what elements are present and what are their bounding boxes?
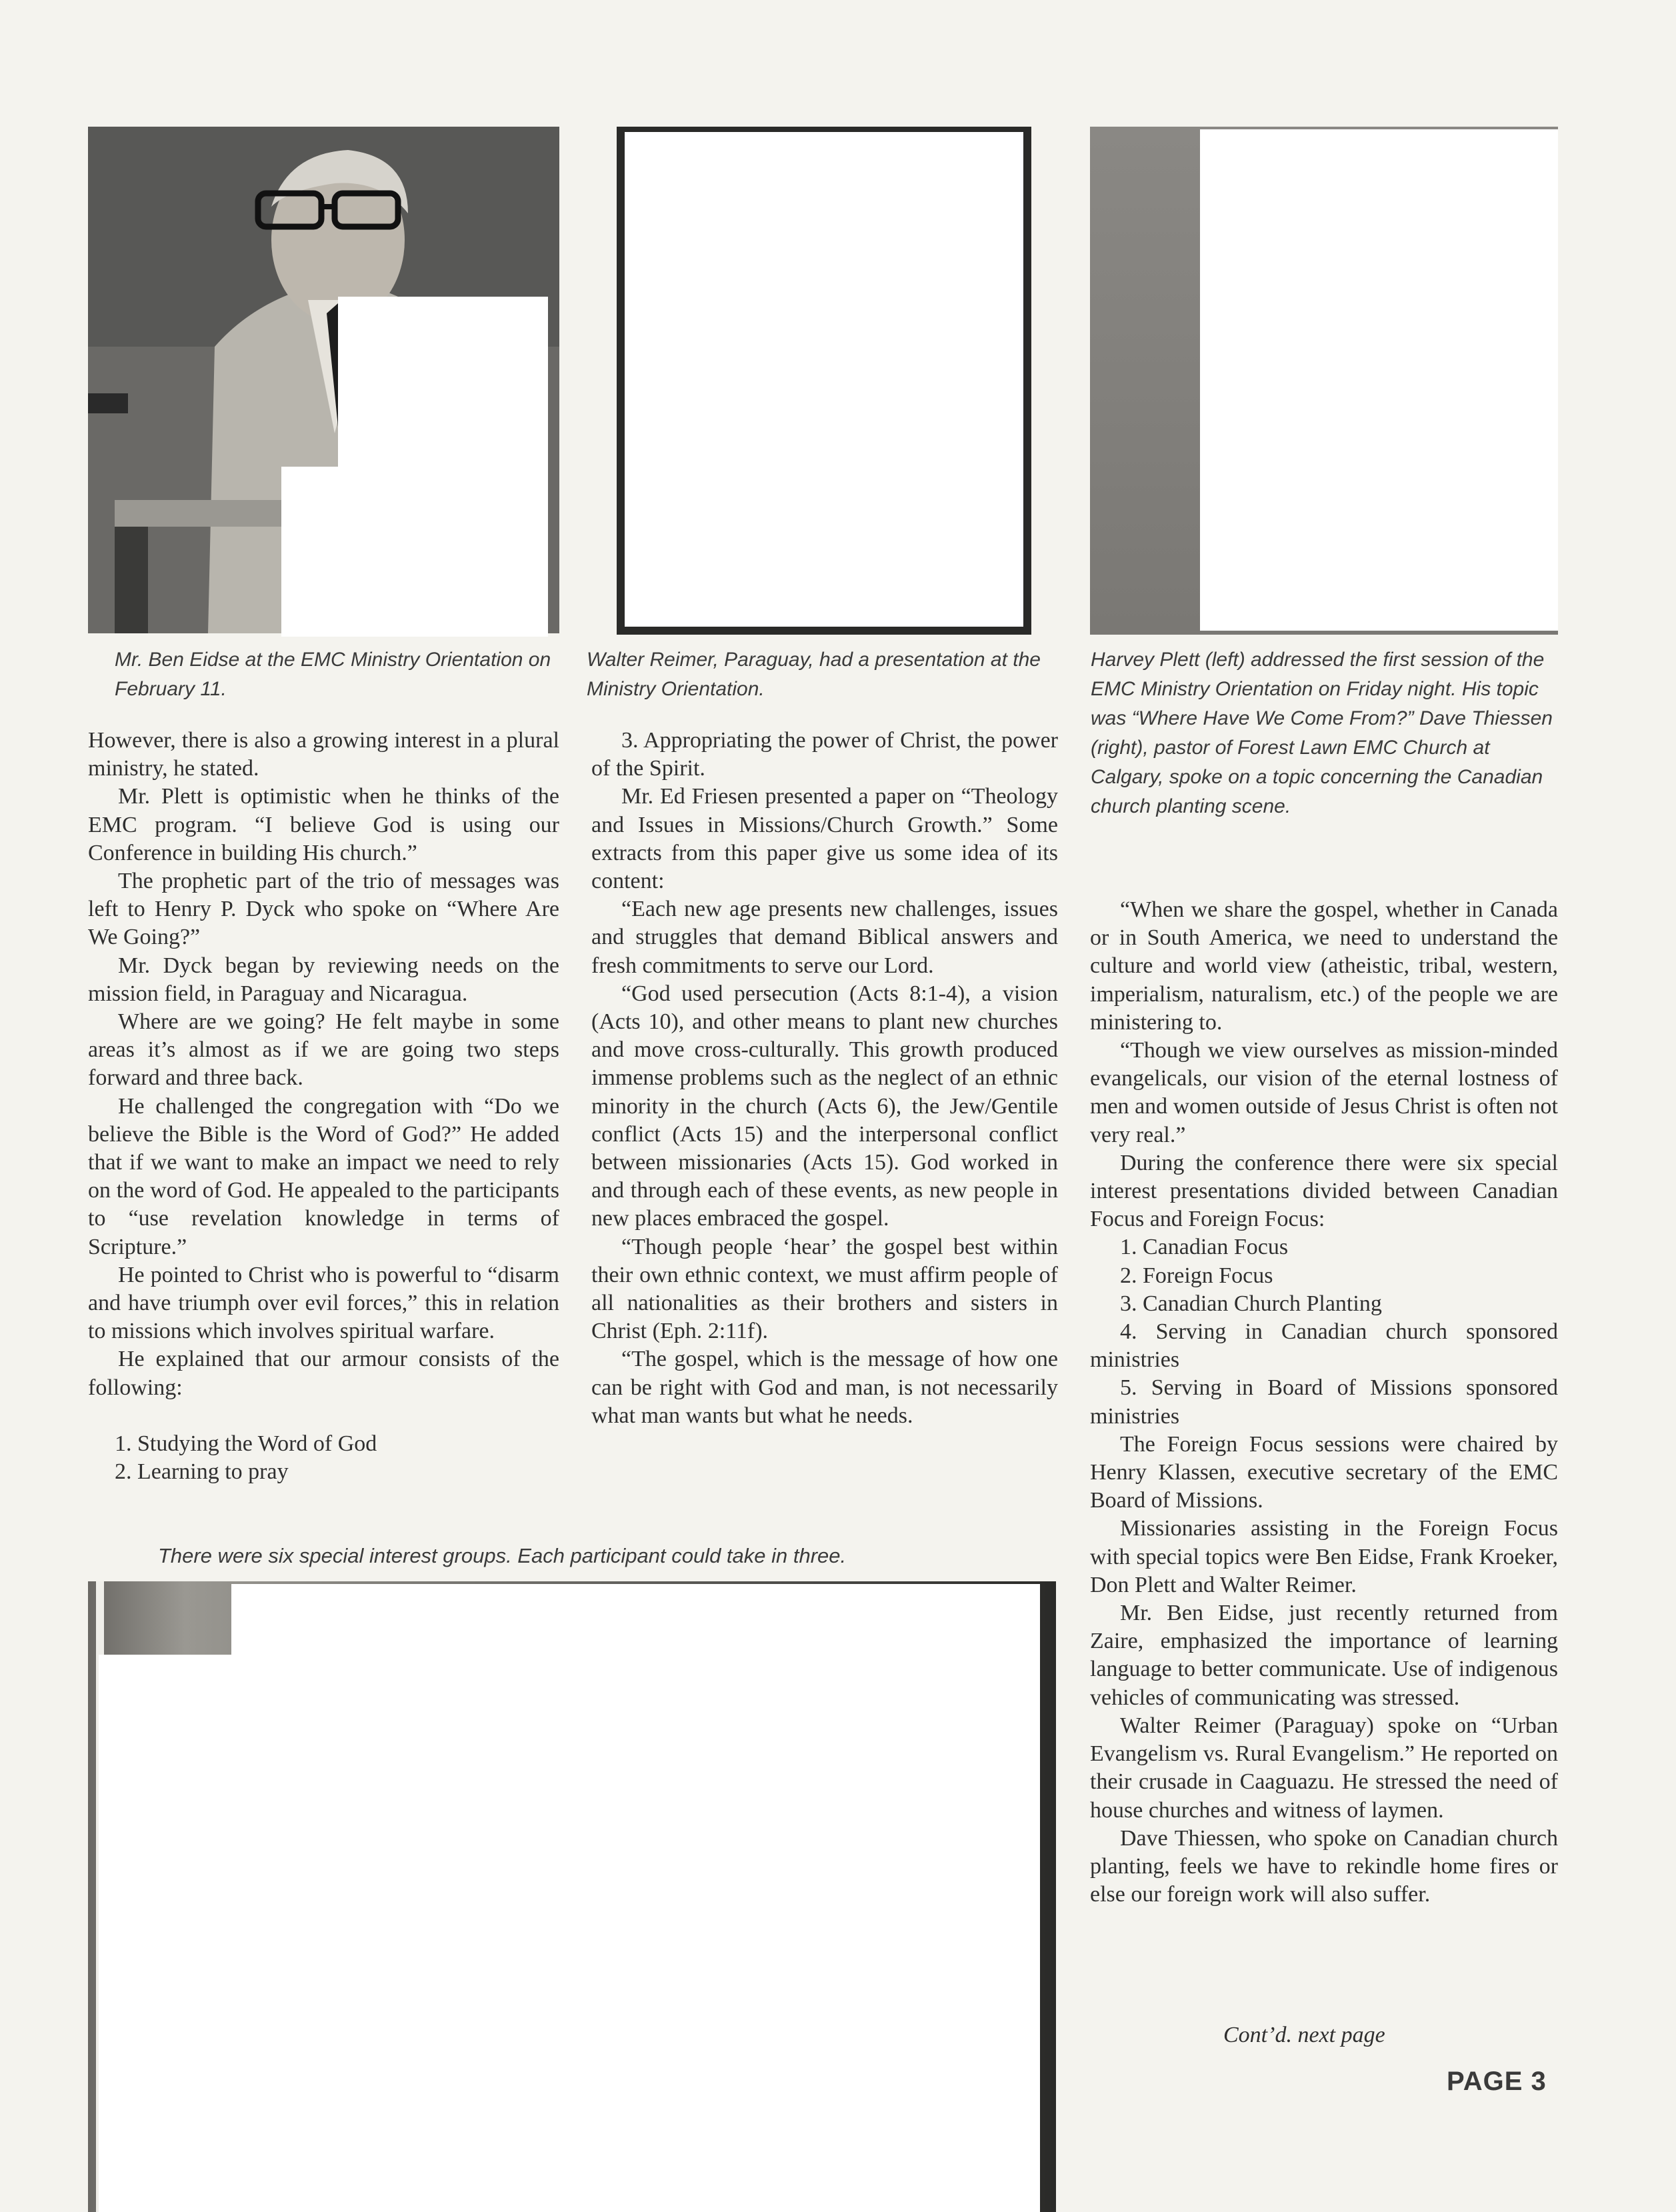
paragraph: Missionaries assisting in the Foreign Focus with special topics were Ben Eidse, Frank Kroeker, Don Plett and Walter Reimer. [1090, 1516, 1558, 1597]
paragraph: Mr. Ben Eidse, just recently returned from Zaire, emphasized the importance of learning language to better communicate. Use of indigenous vehicles of communicating was stressed. [1090, 1601, 1558, 1710]
caption-walter-reimer: Walter Reimer, Paraguay, had a presentation at the Ministry Orientation. [587, 649, 1041, 700]
caption-special-interest-groups: There were six special interest groups. Each participant could take in three. [158, 1544, 847, 1567]
paragraph: The Foreign Focus sessions were chaired by Henry Klassen, executive secretary of the EMC Board of Missions. [1090, 1431, 1558, 1513]
photo-plett-thiessen [1090, 127, 1558, 635]
paragraph: The prophetic part of the trio of messages was left to Henry P. Dyck who spoke on “Where Are We Going?” [88, 869, 559, 950]
list-item: 2. Foreign Focus [1120, 1263, 1273, 1288]
list-item: 1. Canadian Focus [1120, 1235, 1289, 1260]
list-item: 2. Learning to pray [115, 1459, 289, 1485]
redaction-box [99, 1655, 1040, 2212]
paragraph: He challenged the congregation with “Do we believe the Bible is the Word of God?” He added that if we want to make an impact we need to rely on the word of God. He appealed to the participants to “use revelation knowledge in terms of Scripture.” [88, 1093, 559, 1259]
paragraph: Dave Thiessen, who spoke on Canadian church planting, feels we have to rekindle home fires or else our foreign work will also suffer. [1090, 1825, 1558, 1907]
paragraph: Where are we going? He felt maybe in some areas it’s almost as if we are going two steps forward and three back. [88, 1009, 559, 1091]
paragraph: However, there is also a growing interest in a plural ministry, he stated. [88, 728, 559, 781]
paragraph: He pointed to Christ who is powerful to “disarm and have triumph over evil forces,” this in relation to missions which involves spiritual warfare. [88, 1262, 559, 1344]
paragraph: 3. Appropriating the power of Christ, the power of the Spirit. [591, 728, 1058, 781]
paragraph: Mr. Ed Friesen presented a paper on “Theology and Issues in Missions/Church Growth.” Some extracts from this paper give us some idea of its content: [591, 784, 1058, 894]
paragraph: Walter Reimer (Paraguay) spoke on “Urban Evangelism vs. Rural Evangelism.” He reported on their crusade in Caaguazu. He stressed the need of house churches and witness of laymen. [1090, 1713, 1558, 1823]
photo-special-interest-groups [88, 1581, 1056, 2212]
list-item: 1. Studying the Word of God [115, 1431, 377, 1456]
paragraph: Mr. Plett is optimistic when he thinks of the EMC program. “I believe God is using our Conference in building His church.” [88, 784, 559, 865]
paragraph: “Though people ‘hear’ the gospel best within their own ethnic context, we must affirm people of all nationalities as their brothers and sisters in Christ (Eph. 2:11f). [591, 1234, 1058, 1344]
paragraph: Mr. Dyck began by reviewing needs on the mission field, in Paraguay and Nicaragua. [88, 953, 559, 1006]
page-number: PAGE 3 [1447, 2067, 1547, 2096]
redaction-box [625, 132, 1023, 627]
list-item: 5. Serving in Board of Missions sponsored ministries [1090, 1375, 1558, 1429]
caption-ben-eidse: Mr. Ben Eidse at the EMC Ministry Orientation on February 11. [115, 649, 551, 700]
paragraph: “Though we view ourselves as mission-minded evangelicals, our vision of the eternal lostness of men and women outside of Jesus Christ is often not very real.” [1090, 1038, 1558, 1147]
redaction-box [281, 467, 348, 637]
caption-plett-thiessen: Harvey Plett (left) addressed the first session of the EMC Ministry Orientation on Friday night. His topic was “Where Have We Come From?” Dave Thiessen (right), pastor of Forest Lawn EMC Church at Calgary, spoke on a topic concerning the Canadian church planting scene. [1091, 649, 1553, 817]
redaction-box [1200, 129, 1558, 631]
paragraph: “Each new age presents new challenges, issues and struggles that demand Biblical answers and fresh commitments to serve our Lord. [591, 897, 1058, 978]
article-column-2 [591, 727, 1058, 1430]
paragraph: “God used persecution (Acts 8:1-4), a vision (Acts 10), and other means to plant new churches and move cross-culturally. This growth produced immense problems such as the neglect of an ethnic minority in the church (Acts 6), the Jew/Gentile conflict (Acts 15) and the interpersonal conflict between missionaries (Acts 15). God worked in and through each of these events, as new people in new places embraced the gospel. [591, 981, 1058, 1231]
continued-note: Cont’d. next page [1223, 2023, 1385, 2047]
photo-ben-eidse [88, 127, 559, 633]
paragraph: “When we share the gospel, whether in Canada or in South America, we need to understand the culture and world view (atheistic, tribal, western, imperialism, naturalism, etc.) of the people we are ministering to. [1090, 897, 1558, 1035]
paragraph: “The gospel, which is the message of how one can be right with God and man, is not necessarily what man wants but what he needs. [591, 1347, 1058, 1428]
article-column-3 [1090, 896, 1558, 1909]
paragraph: He explained that our armour consists of the following: [88, 1347, 559, 1400]
list-item: 4. Serving in Canadian church sponsored ministries [1090, 1319, 1558, 1373]
redaction-box [338, 297, 548, 637]
list-item: 3. Canadian Church Planting [1120, 1291, 1382, 1316]
article-column-1 [88, 727, 559, 1486]
redaction-box [231, 1584, 1040, 1664]
photo-walter-reimer [617, 127, 1031, 635]
paragraph: During the conference there were six special interest presentations divided between Canadian Focus and Foreign Focus: [1090, 1150, 1558, 1232]
